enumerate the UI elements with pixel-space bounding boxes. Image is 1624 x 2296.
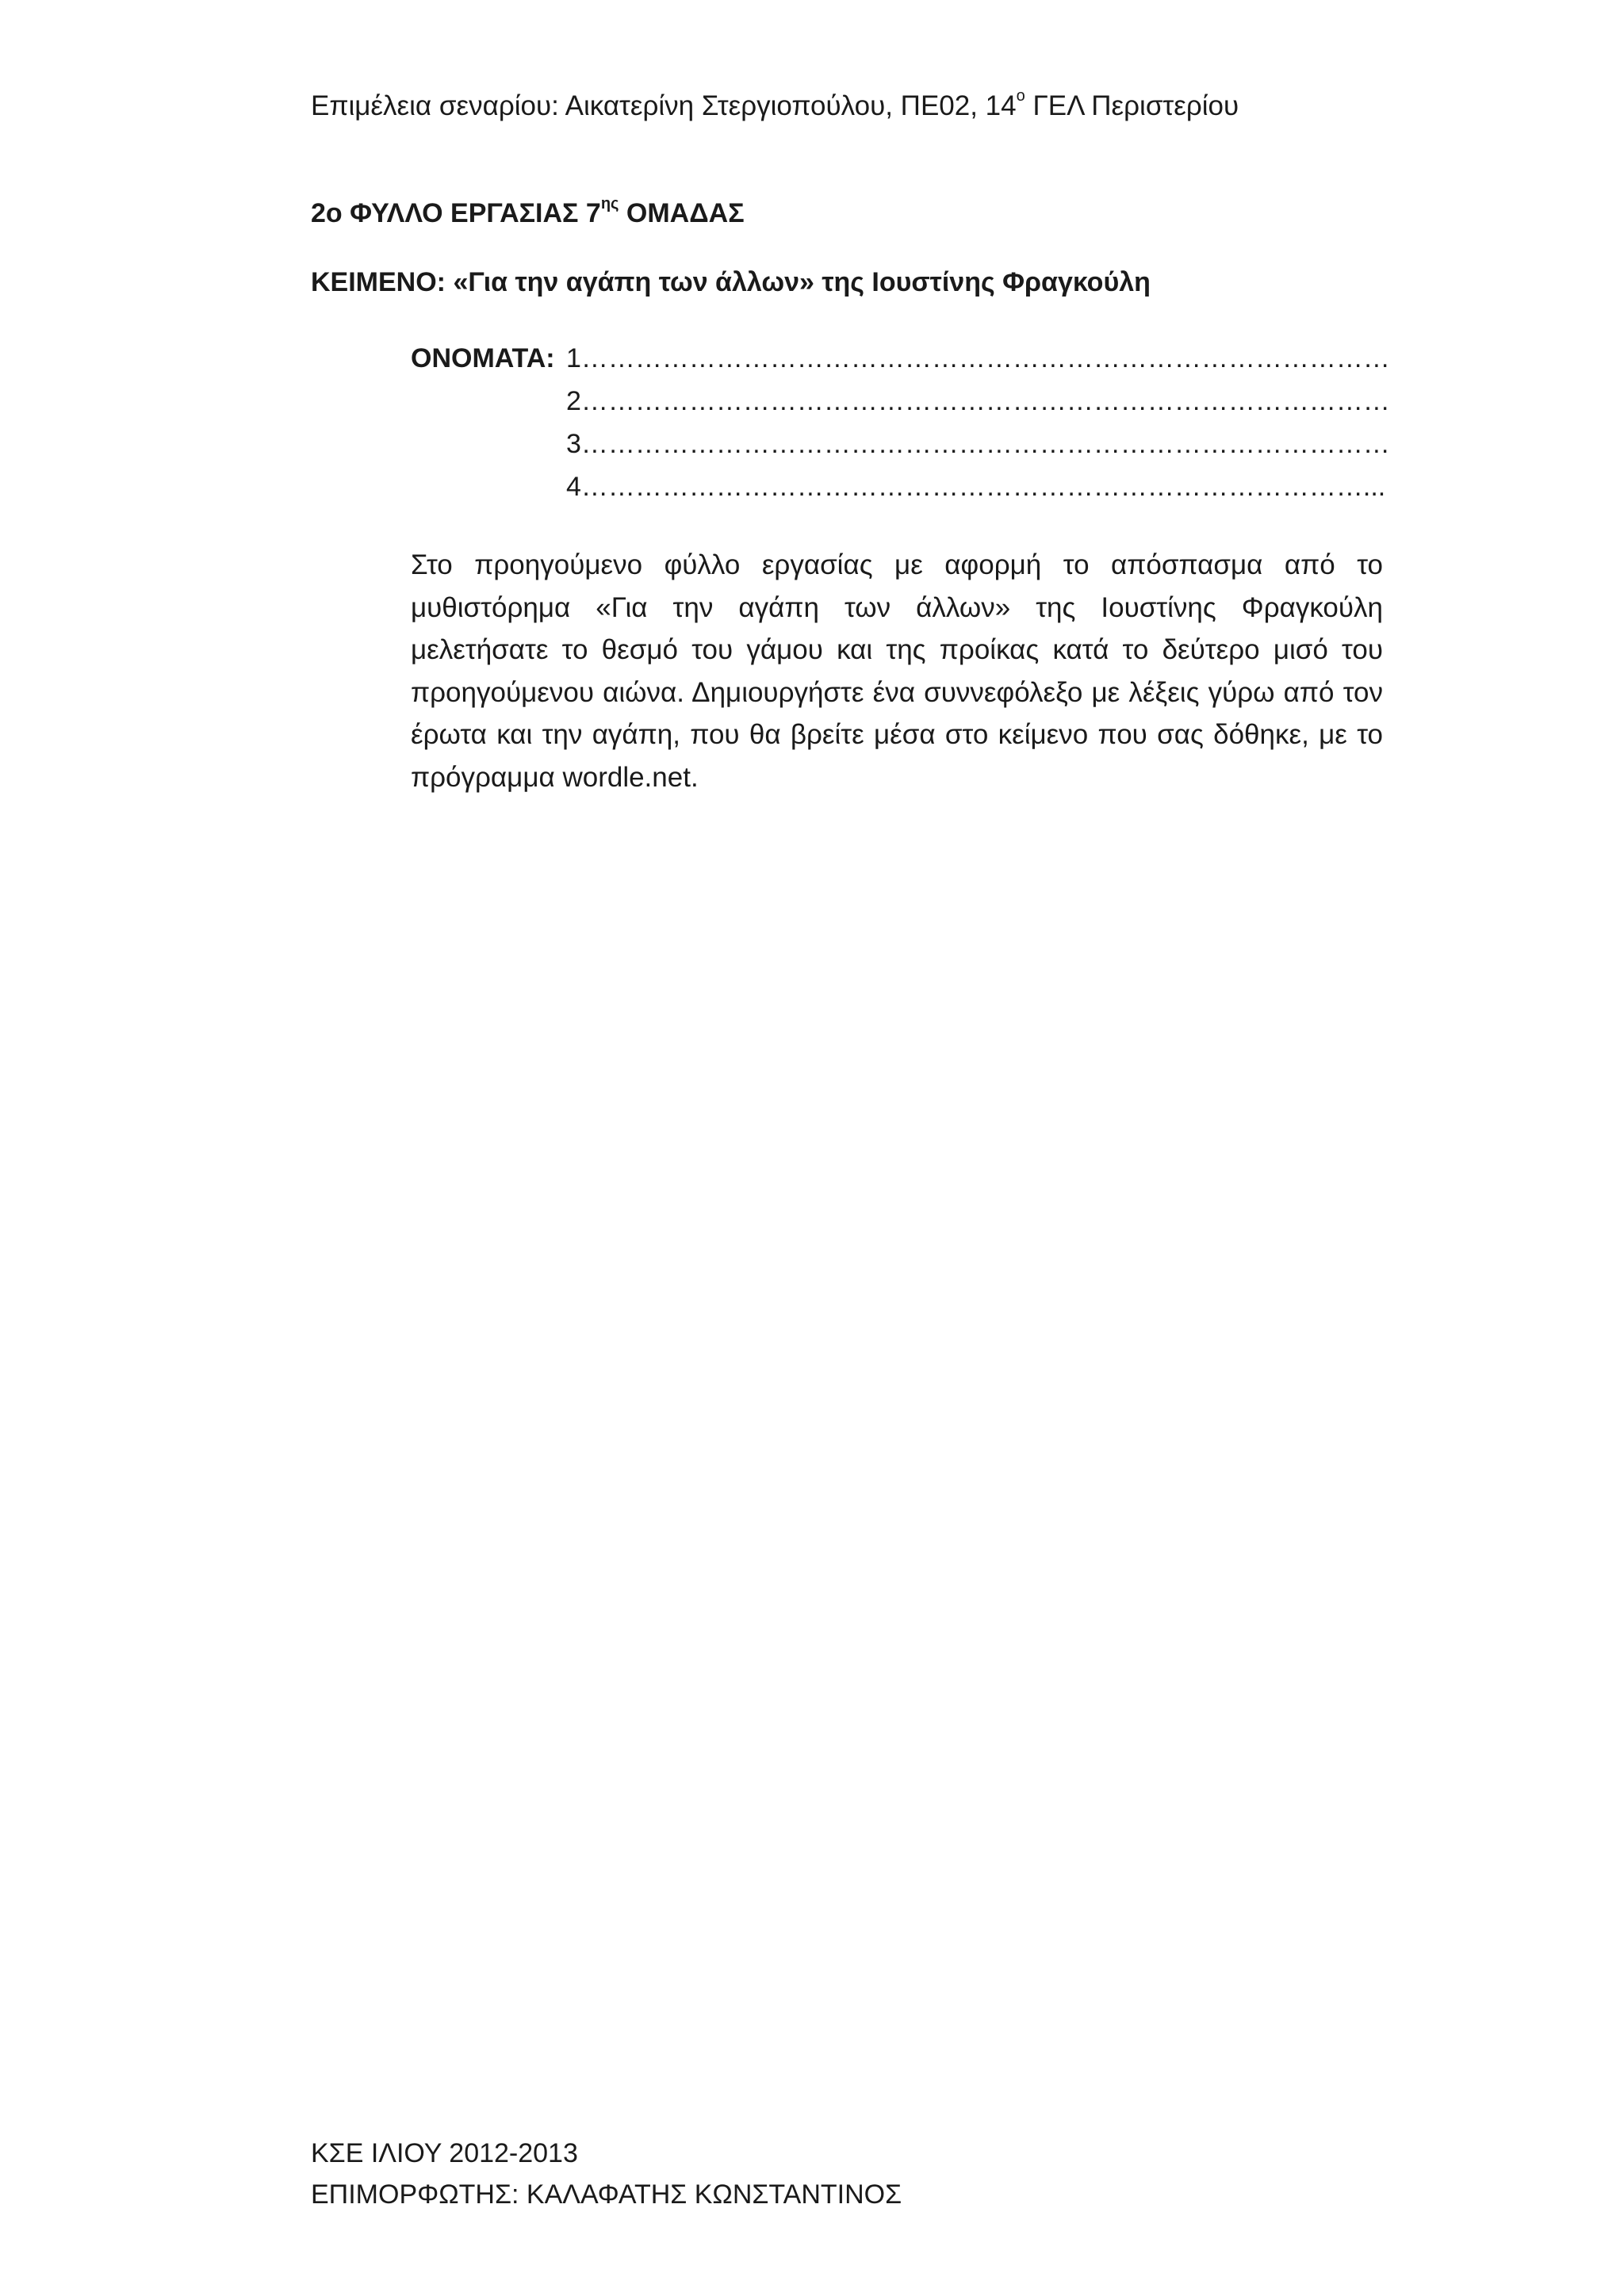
name-row (411, 337, 1390, 380)
names-label: ΟΝΟΜΑΤΑ: (411, 343, 555, 373)
name-row (411, 380, 1390, 423)
name-line-2: 2……………………………………………………………………………… (566, 386, 1390, 416)
name-row (411, 465, 1386, 508)
worksheet-title (311, 195, 745, 229)
worksheet-title-superscript: ης (600, 195, 619, 212)
name-line-3: 3……………………………………………………………………………… (566, 429, 1390, 459)
names-block (411, 337, 1390, 508)
header-superscript: ο (1016, 87, 1025, 105)
name-line-1: 1……………………………………………………………………………… (566, 343, 1390, 373)
page-footer (311, 2133, 902, 2215)
header-text-suffix: ΓΕΛ Περιστερίου (1025, 90, 1239, 121)
worksheet-title-text: 2ο ΦΥΛΛΟ ΕΡΓΑΣΙΑΣ 7 (311, 198, 601, 228)
name-line-4: 4……………………………………………………………………………... (566, 472, 1386, 502)
footer-line-2: ΕΠΙΜΟΡΦΩΤΗΣ: ΚΑΛΑΦΑΤΗΣ ΚΩΝΣΤΑΝΤΙΝΟΣ (311, 2179, 902, 2210)
name-row (411, 423, 1390, 465)
page-header (311, 87, 1239, 122)
worksheet-title-suffix: ΟΜΑΔΑΣ (619, 198, 745, 228)
instructions-paragraph: Στο προηγούμενο φύλλο εργασίας με αφορμή το απόσπασμα από το μυθιστόρημα «Για την αγάπη των άλλων» της Ιουστίνης Φραγκούλη μελετήσατε το θεσμό του γάμου και της προίκας κατά το δεύτερο μισό του προηγούμενου αιώνα. Δημιουργήστε ένα συννεφόλεξο με λέξεις γύρω από τον έρωτα και την αγάπη, που θα βρείτε μέσα στο κείμενο που σας δόθηκε, με το πρόγραμμα wordle.net. (411, 549, 1383, 793)
footer-line-1: ΚΣΕ ΙΛΙΟΥ 2012-2013 (311, 2138, 578, 2168)
text-title: ΚΕΙΜΕΝΟ: «Για την αγάπη των άλλων» της Ιουστίνης Φραγκούλη (311, 267, 1151, 297)
header-text: Επιμέλεια σεναρίου: Αικατερίνη Στεργιοπούλου, ΠΕ02, 14 (311, 90, 1017, 121)
